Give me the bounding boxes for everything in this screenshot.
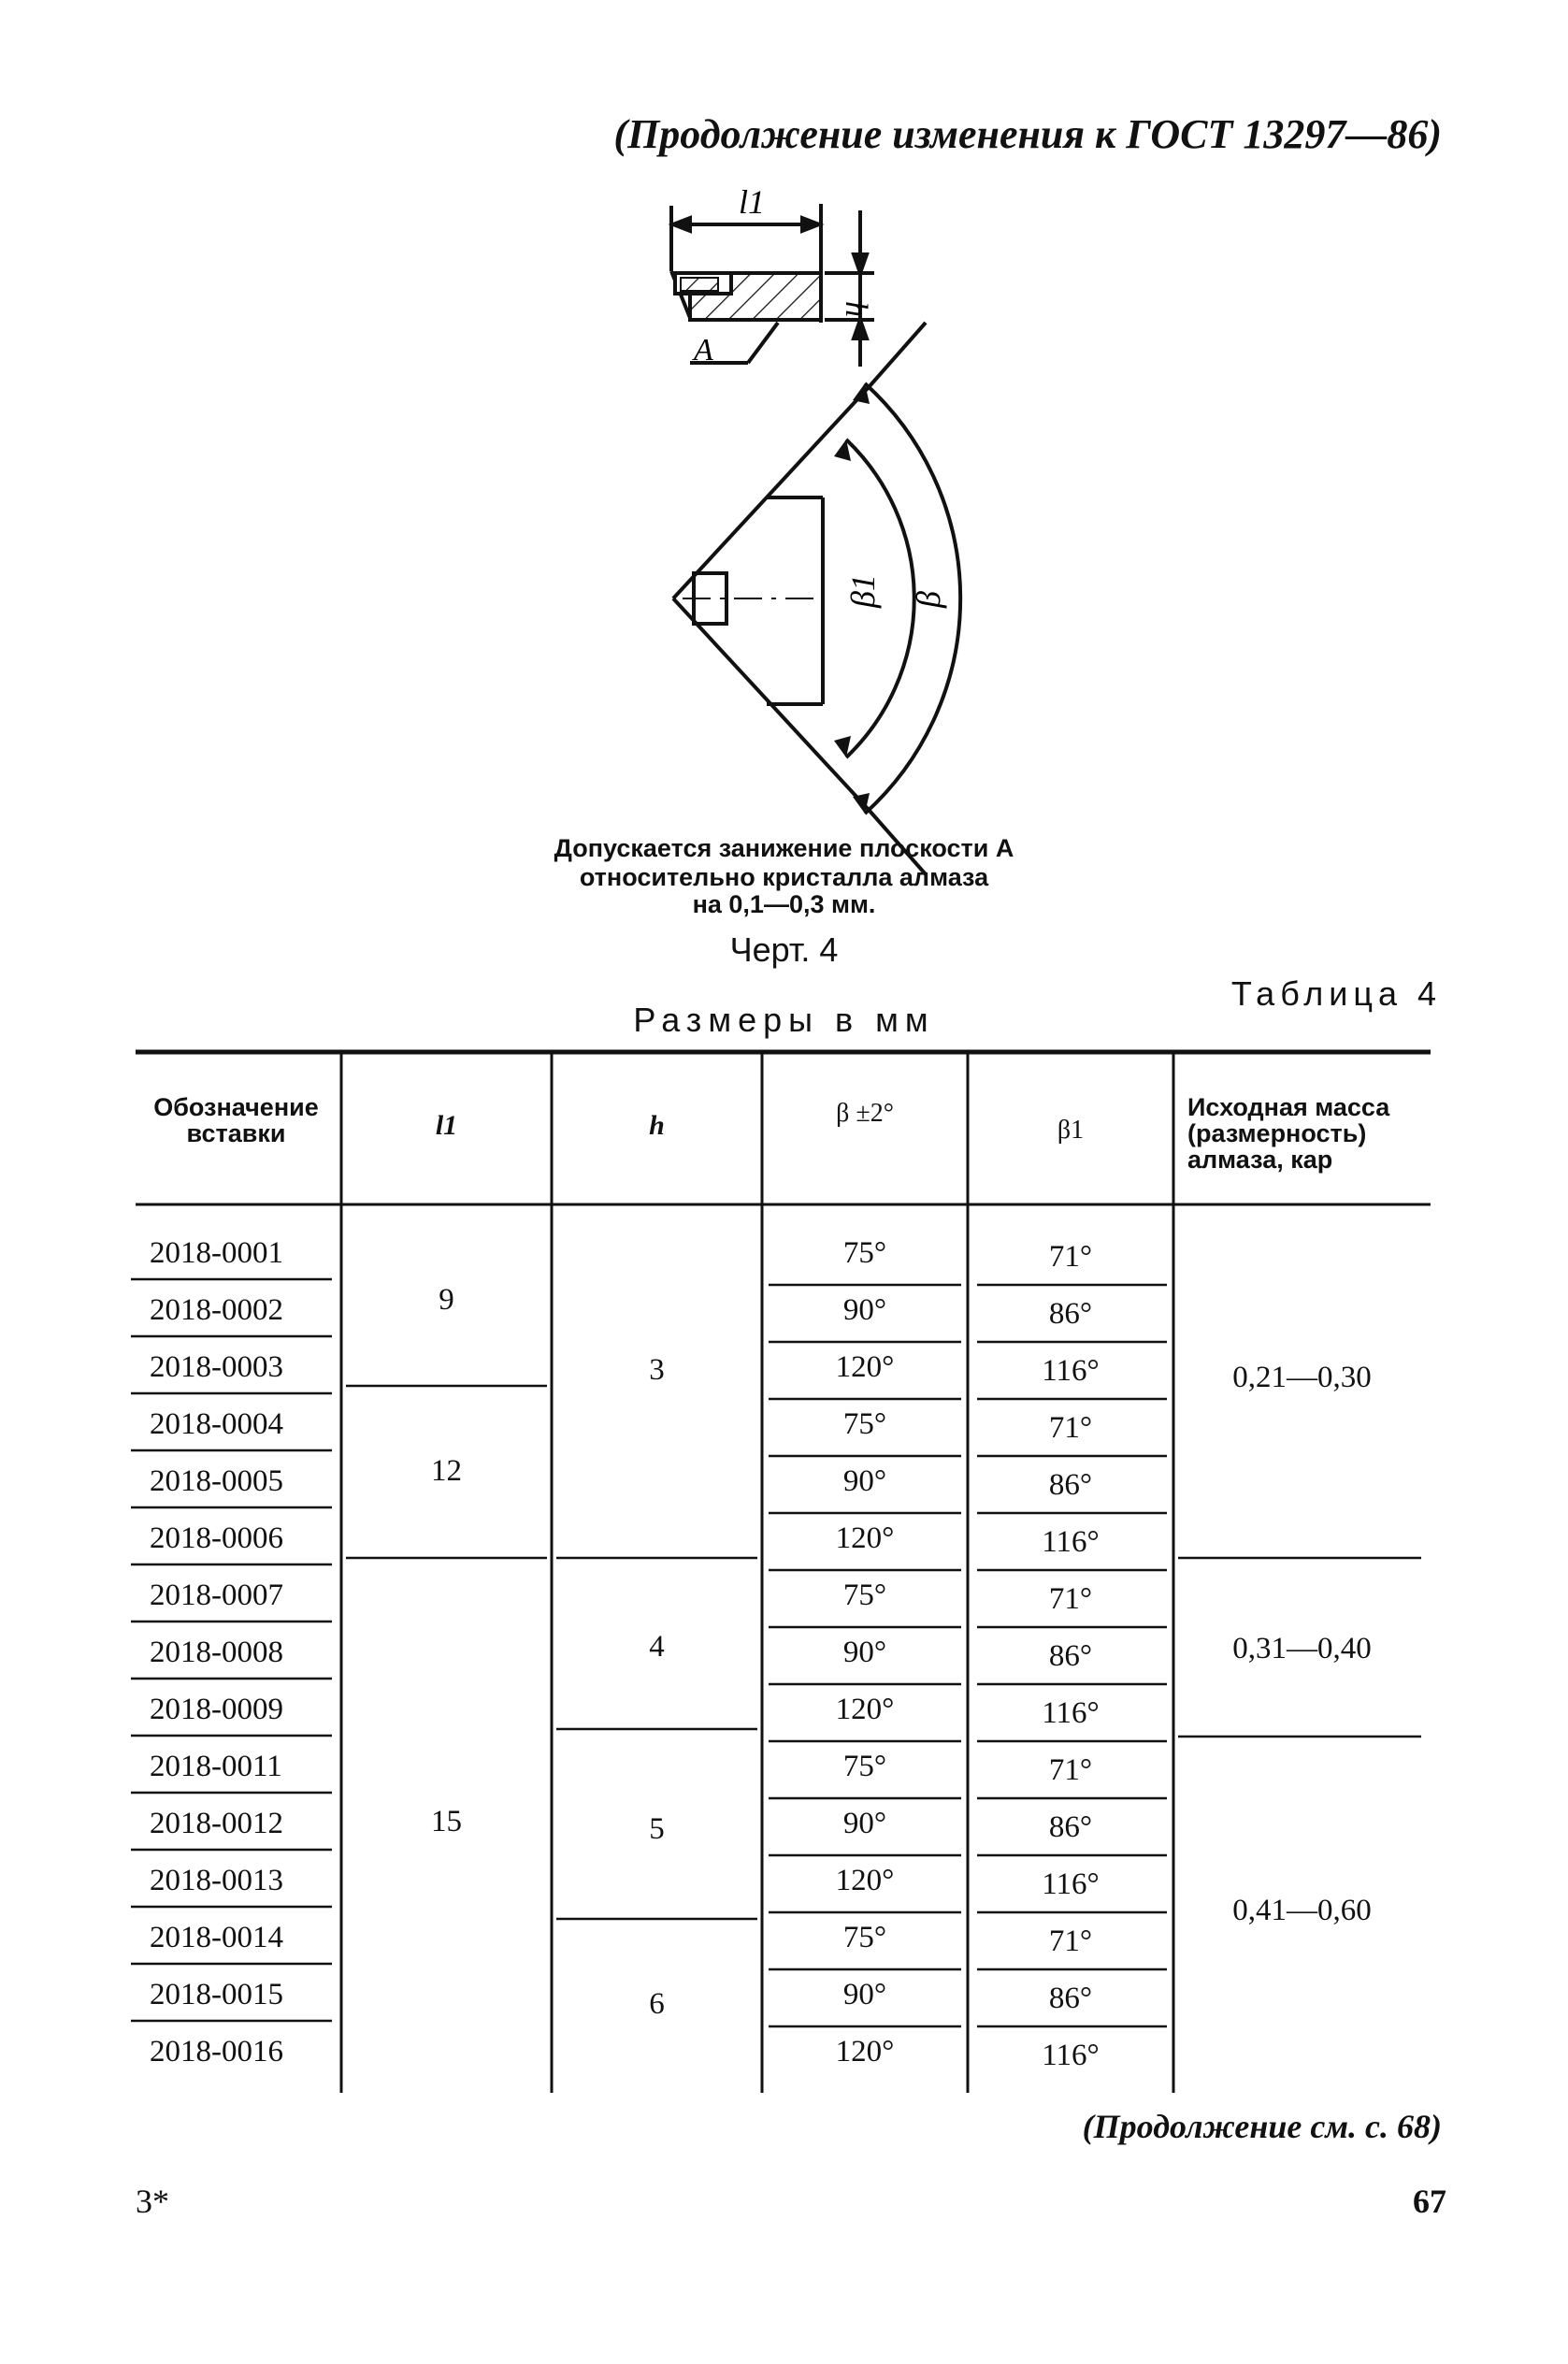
designation-cell: 2018-0004 [150,1407,283,1441]
beta-cell: 120° [835,1864,895,1897]
caption-line-2: относительно кристалла алмаза [579,863,989,891]
beta-cell: 90° [842,1464,887,1498]
table-units: Размеры в мм [633,1001,935,1039]
caption-line-3: на 0,1—0,3 мм. [692,890,876,918]
beta-cell: 75° [842,1921,887,1954]
beta1-cell: 86° [1048,1468,1093,1502]
beta1-cell: 86° [1048,1297,1093,1331]
caption-line-1: Допускается занижение плоскости А [554,834,1014,862]
l1-value-12: 12 [431,1454,462,1488]
designation-cell: 2018-0011 [150,1750,282,1783]
beta1-cell: 86° [1048,1810,1093,1844]
designation-cell: 2018-0008 [150,1636,283,1669]
beta1-cell: 116° [1042,1354,1100,1388]
l1-value-9: 9 [439,1283,454,1317]
beta1-cell: 71° [1048,1753,1093,1787]
beta-cell: 90° [842,1293,887,1327]
beta1-cell: 116° [1042,2039,1100,2072]
h-value-6: 6 [649,1987,665,2021]
designation-cell: 2018-0013 [150,1864,283,1897]
designation-cell: 2018-0002 [150,1293,283,1327]
label-a: A [694,333,713,368]
beta-cell: 75° [842,1578,887,1612]
designation-cell: 2018-0016 [150,2035,283,2068]
l1-value-15: 15 [431,1805,462,1838]
footer-continuation: (Продолжение см. с. 68) [1082,2108,1442,2145]
label-beta1: β1 [844,574,882,608]
header-continuation: (Продолжение изменения к ГОСТ 13297—86) [613,111,1442,157]
beta1-cell: 71° [1048,1582,1093,1616]
beta1-cell: 71° [1048,1240,1093,1274]
beta-cell: 90° [842,1807,887,1840]
designation-cell: 2018-0006 [150,1521,283,1555]
header-designation: Обозначение вставки [153,1093,319,1147]
beta-cell: 75° [842,1236,887,1270]
beta1-cell: 86° [1048,1639,1093,1673]
mass-value-1: 0,21—0,30 [1232,1361,1372,1394]
designation-cell: 2018-0009 [150,1693,283,1726]
designation-cell: 2018-0015 [150,1978,283,2011]
beta1-cell: 71° [1048,1924,1093,1958]
designation-cell: 2018-0007 [150,1578,283,1612]
designation-cell: 2018-0003 [150,1350,283,1384]
header-h: h [649,1110,665,1141]
designation-cell: 2018-0014 [150,1921,283,1954]
page-number: 67 [1413,2183,1446,2220]
h-value-3: 3 [649,1353,665,1387]
beta-cell: 90° [842,1636,887,1669]
table-title: Таблица 4 [1230,974,1442,1013]
signature-mark: 3* [136,2183,169,2220]
mass-value-3: 0,41—0,60 [1232,1894,1372,1927]
beta-cell: 120° [835,1521,895,1555]
beta1-cell: 86° [1048,1982,1093,2015]
header-beta: β ±2° [836,1099,894,1128]
beta-cell: 120° [835,1350,895,1384]
beta-cell: 120° [835,1693,895,1726]
mass-value-2: 0,31—0,40 [1232,1632,1372,1665]
figure-label: Черт. 4 [729,930,839,969]
h-value-5: 5 [649,1812,665,1846]
header-mass: Исходная масса (размерность) алмаза, кар [1187,1093,1390,1174]
label-beta: β [910,591,947,608]
label-h: h [839,301,873,317]
designation-cell: 2018-0005 [150,1464,283,1498]
designation-cell: 2018-0012 [150,1807,283,1840]
beta1-cell: 116° [1042,1867,1100,1901]
beta-cell: 75° [842,1750,887,1783]
h-value-4: 4 [649,1630,665,1664]
beta1-cell: 116° [1042,1525,1100,1559]
beta-cell: 90° [842,1978,887,2011]
beta-cell: 120° [835,2035,895,2068]
designation-cell: 2018-0001 [150,1236,283,1270]
header-l1: l1 [435,1110,458,1141]
beta1-cell: 71° [1048,1411,1093,1445]
label-l1: l1 [739,183,766,221]
beta1-cell: 116° [1042,1696,1100,1730]
header-beta1: β1 [1057,1116,1085,1145]
beta-cell: 75° [842,1407,887,1441]
